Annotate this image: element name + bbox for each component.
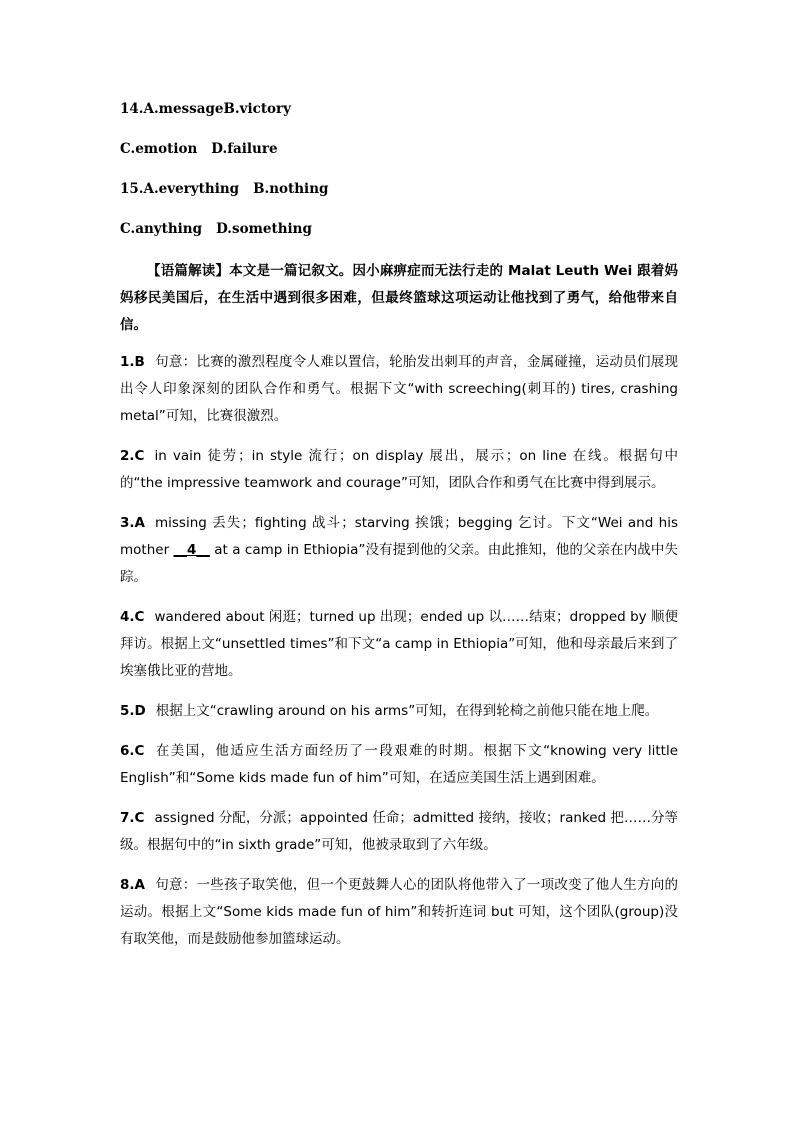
- option-15-c: C.anything: [120, 221, 203, 237]
- option-14-c: C.emotion: [120, 141, 198, 157]
- answer-3-text-before: missing 丢失；fighting 战斗；starving 挨饿；begging 乞讨。下文“Wei and his mother: [120, 515, 678, 558]
- answer-8: [120, 872, 678, 953]
- answer-7-text: assigned 分配，分派；appointed 任命；admitted 接纳，接收；ranked 把……分等级。根据句中的“in sixth grade”可知，他被录取到了六年级。: [120, 810, 678, 853]
- answer-4-id: 4.C: [120, 609, 145, 625]
- answer-4: [120, 604, 678, 685]
- answer-7-id: 7.C: [120, 810, 145, 826]
- option-15-a: 15.A.everything: [120, 181, 240, 197]
- document-page: [120, 98, 678, 966]
- option-15-d: D.something: [216, 221, 312, 237]
- answer-3-text-after: at a camp in Ethiopia”没有提到他的父亲。由此推知，他的父亲在内战中失踪。: [120, 542, 678, 585]
- option-14-a: 14.A.message: [120, 101, 224, 117]
- passage-intro: 【语篇解读】本文是一篇记叙文。因小麻痹症而无法行走的 Malat Leuth Wei 跟着妈妈移民美国后，在生活中遇到很多困难，但最终篮球这项运动让他找到了勇气，给他带来自信。: [120, 263, 678, 333]
- option-line-14-cd: [120, 138, 678, 160]
- answer-3-blank: __4__: [173, 542, 210, 558]
- answer-2-text: in vain 徒劳；in style 流行；on display 展出，展示；on line 在线。根据句中的“the impressive teamwork and courage”可知，团队合作和勇气在比赛中得到展示。: [120, 448, 678, 491]
- answer-3-id: 3.A: [120, 515, 145, 531]
- option-14-b: B.victory: [223, 101, 292, 117]
- answer-5-text: 根据上文“crawling around on his arms”可知，在得到轮椅之前他只能在地上爬。: [155, 703, 659, 719]
- option-15-b: B.nothing: [253, 181, 329, 197]
- answer-8-id: 8.A: [120, 877, 145, 893]
- answer-1-id: 1.B: [120, 354, 145, 370]
- answer-2: [120, 443, 678, 497]
- option-14-d: D.failure: [211, 141, 278, 157]
- answer-7: [120, 805, 678, 859]
- answer-2-id: 2.C: [120, 448, 145, 464]
- option-line-15-ab: [120, 178, 678, 200]
- option-line-14-ab: [120, 98, 678, 120]
- answer-4-text: wandered about 闲逛；turned up 出现；ended up 以……结束；dropped by 顺便拜访。根据上文“unsettled times”和下文“a camp in Ethiopia”可知，他和母亲最后来到了埃塞俄比亚的营地。: [120, 609, 678, 679]
- answer-5-id: 5.D: [120, 703, 146, 719]
- answer-6-id: 6.C: [120, 743, 145, 759]
- option-line-15-cd: [120, 218, 678, 240]
- answer-3: [120, 510, 678, 591]
- answer-8-text: 句意：一些孩子取笑他，但一个更鼓舞人心的团队将他带入了一项改变了他人生方向的运动。根据上文“Some kids made fun of him”和转折连词 but 可知，这个团队(group)没有取笑他，而是鼓励他参加篮球运动。: [120, 877, 678, 947]
- answer-6: [120, 738, 678, 792]
- answer-5: [120, 698, 678, 725]
- answer-1-text: 句意：比赛的激烈程度令人难以置信，轮胎发出刺耳的声音，金属碰撞，运动员们展现出令人印象深刻的团队合作和勇气。根据下文“with screeching(刺耳的) tires, crashing metal”可知，比赛很激烈。: [120, 354, 678, 424]
- answer-6-text: 在美国，他适应生活方面经历了一段艰难的时期。根据下文“knowing very little English”和“Some kids made fun of him”可知，在适应美国生活上遇到困难。: [120, 743, 678, 786]
- answer-1: [120, 349, 678, 430]
